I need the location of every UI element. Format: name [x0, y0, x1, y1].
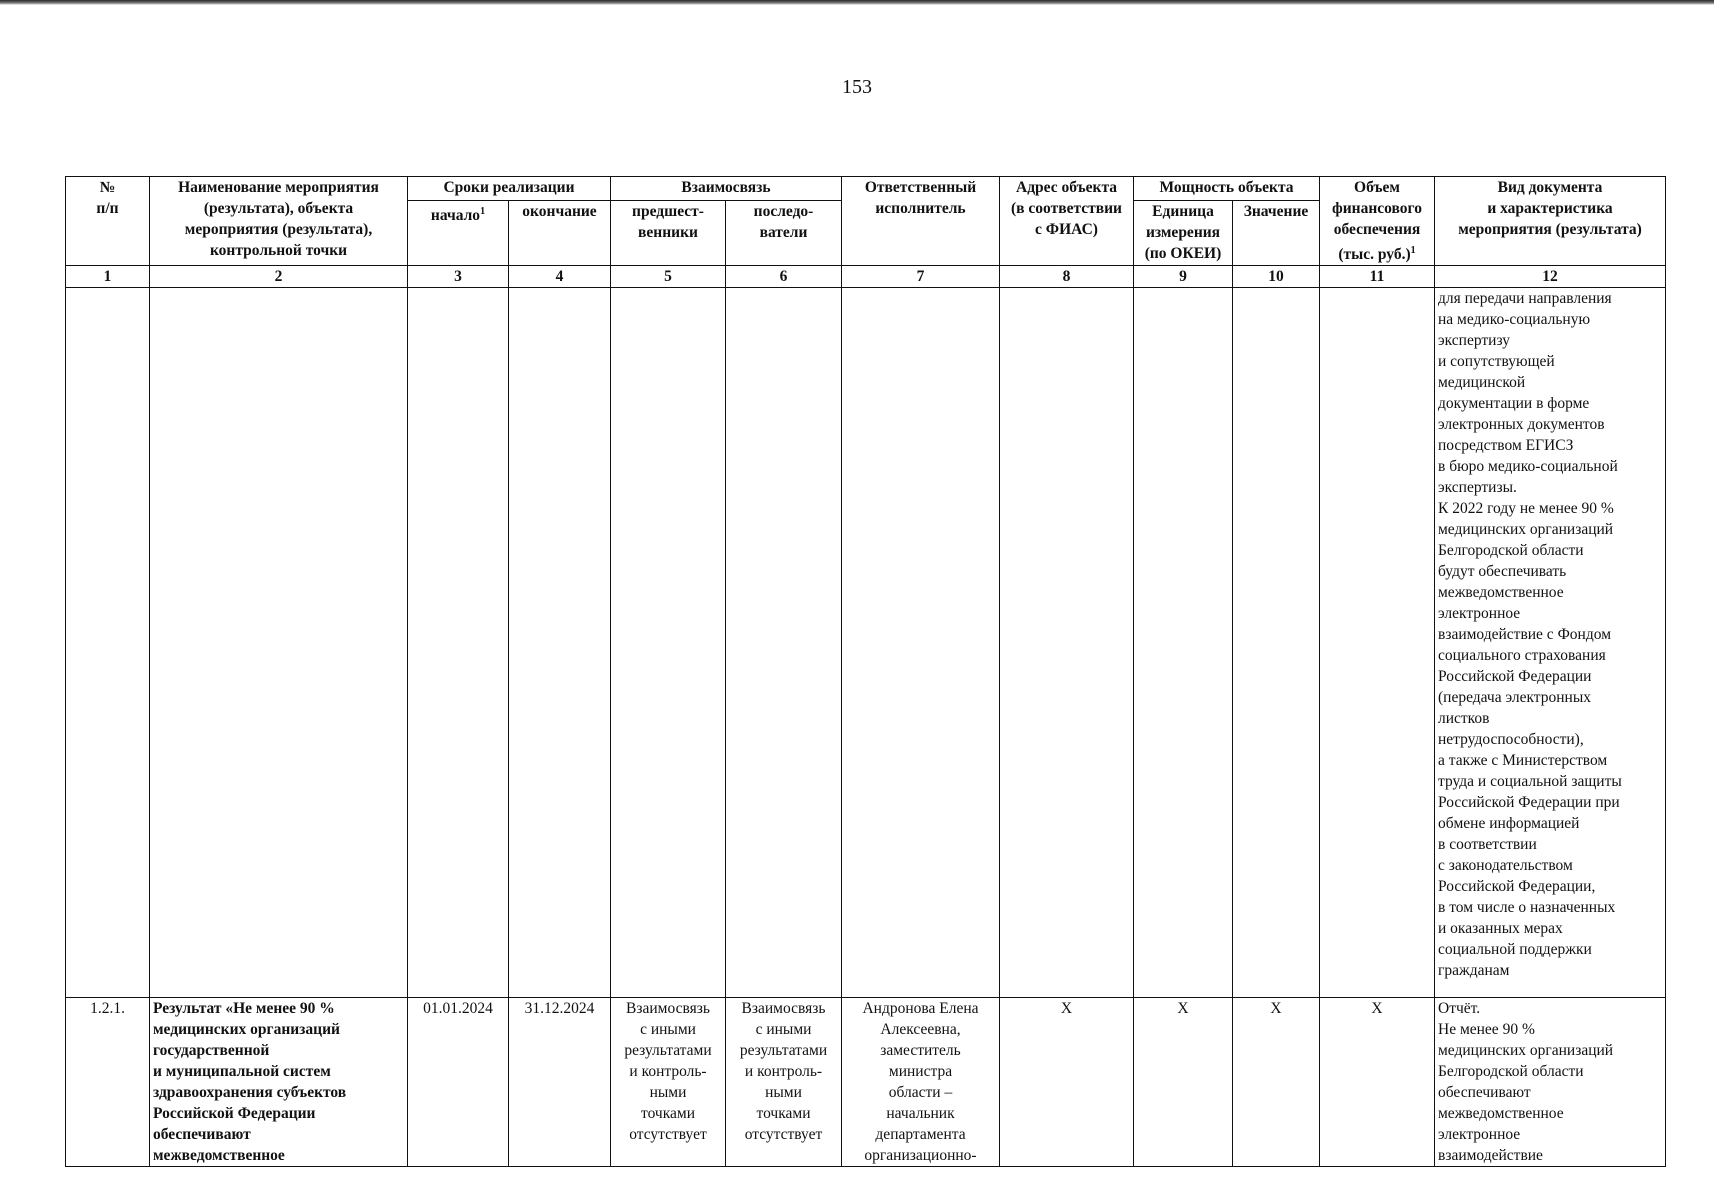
column-number: 3	[408, 266, 509, 288]
header-value: Значение	[1233, 200, 1320, 266]
cell-empty	[842, 288, 1000, 998]
result-number: 1.2.1.	[66, 998, 150, 1167]
header-end: окончание	[509, 200, 611, 266]
column-number-row	[66, 266, 1666, 288]
result-name: Результат «Не менее 90 % медицинских организаций государственной и муниципальной систем здравоохранения субъектов Российской Федерации обеспечивают межведомственное	[150, 998, 408, 1167]
header-predecessors: предшест- венники	[611, 200, 726, 266]
column-number: 11	[1320, 266, 1435, 288]
column-number: 7	[842, 266, 1000, 288]
column-number: 2	[150, 266, 408, 288]
column-number: 8	[1000, 266, 1134, 288]
column-number: 1	[66, 266, 150, 288]
result-document-text: Отчёт. Не менее 90 % медицинских организаций Белгородской области обеспечивают межведомственное электронное взаимодействие	[1435, 998, 1666, 1167]
header-financing	[1320, 177, 1435, 266]
column-number: 12	[1435, 266, 1666, 288]
cell-empty	[150, 288, 408, 998]
header-row-1	[66, 177, 1666, 201]
cell-empty	[611, 288, 726, 998]
header-successors: последо- ватели	[726, 200, 842, 266]
activities-table	[65, 176, 1666, 1167]
result-successors: Взаимосвязь с иными результатами и контроль- ными точками отсутствует	[726, 998, 842, 1167]
result-predecessors: Взаимосвязь с иными результатами и контроль- ными точками отсутствует	[611, 998, 726, 1167]
cell-empty	[509, 288, 611, 998]
column-number: 6	[726, 266, 842, 288]
result-start-date: 01.01.2024	[408, 998, 509, 1167]
header-name: Наименование мероприятия (результата), объекта мероприятия (результата), контрольной точки	[150, 177, 408, 266]
cell-empty	[1320, 288, 1435, 998]
result-financing: Х	[1320, 998, 1435, 1167]
result-unit: Х	[1134, 998, 1233, 1167]
header-address: Адрес объекта (в соответствии с ФИАС)	[1000, 177, 1134, 266]
header-start-footnote: 1	[480, 205, 486, 217]
header-document: Вид документа и характеристика мероприятия (результата)	[1435, 177, 1666, 266]
continuation-document-text: для передачи направления на медико-социальную экспертизу и сопутствующей медицинской документации в форме электронных документов посредством ЕГИСЗ в бюро медико-социальной экспертизы. К 2022 году не менее 90 % медицинских организаций Белгородской области будут обеспечивать межведомственное электронное взаимодействие с Фондом социального страхования Российской Федерации (передача электронных листков нетрудоспособности), а также с Министерством труда и социальной защиты Российской Федерации при обмене информацией в соответствии с законодательством Российской Федерации, в том числе о назначенных и оказанных мерах социальной поддержки гражданам	[1435, 288, 1666, 998]
column-number: 10	[1233, 266, 1320, 288]
page-number: 153	[842, 76, 872, 98]
scan-top-edge	[0, 0, 1714, 5]
header-responsible: Ответственный исполнитель	[842, 177, 1000, 266]
column-number: 5	[611, 266, 726, 288]
result-value: Х	[1233, 998, 1320, 1167]
header-unit: Единица измерения (по ОКЕИ)	[1134, 200, 1233, 266]
column-number: 9	[1134, 266, 1233, 288]
cell-empty	[1134, 288, 1233, 998]
header-start	[408, 200, 509, 266]
result-responsible: Андронова Елена Алексеевна, заместитель министра области – начальник департамента организационно-	[842, 998, 1000, 1167]
header-start-label: начало	[430, 206, 481, 224]
cell-empty	[66, 288, 150, 998]
header-terms: Сроки реализации	[408, 177, 611, 201]
result-address: Х	[1000, 998, 1134, 1167]
result-end-date: 31.12.2024	[509, 998, 611, 1167]
cell-empty	[1000, 288, 1134, 998]
cell-empty	[1233, 288, 1320, 998]
header-capacity: Мощность объекта	[1134, 177, 1320, 201]
cell-empty	[726, 288, 842, 998]
header-num: № п/п	[66, 177, 150, 266]
header-financing-footnote: 1	[1410, 245, 1416, 256]
cell-empty	[408, 288, 509, 998]
continuation-row	[66, 288, 1666, 998]
column-number: 4	[509, 266, 611, 288]
header-relation: Взаимосвязь	[611, 177, 842, 201]
header-financing-label: Объем финансового обеспечения (тыс. руб.)	[1332, 179, 1422, 264]
result-row	[66, 998, 1666, 1167]
